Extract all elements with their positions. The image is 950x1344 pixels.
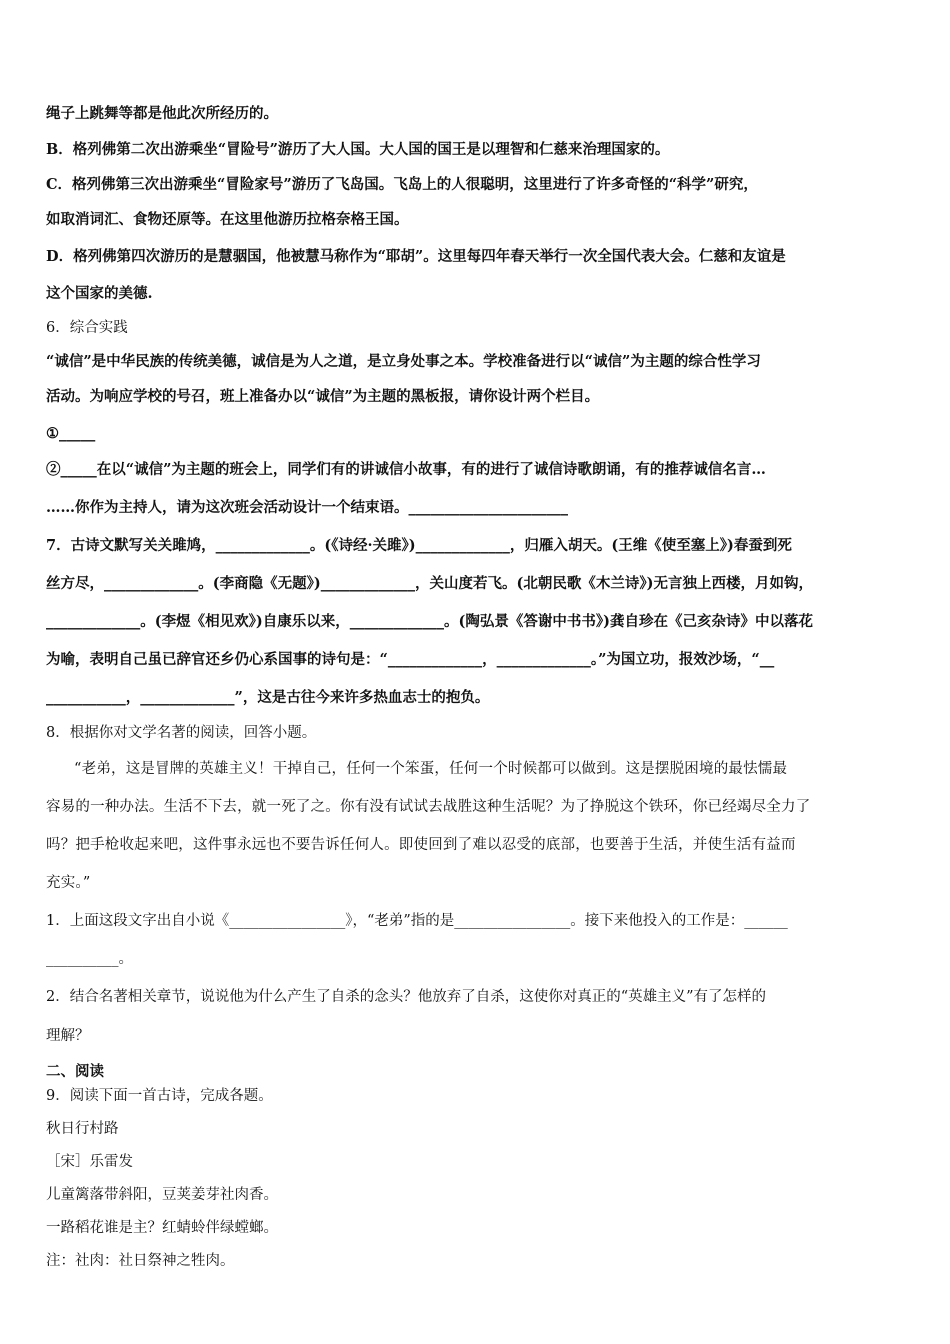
q8-title: 8．根据你对文学名著的阅读，回答小题。 xyxy=(46,725,317,741)
q5-option-b: B．格列佛第二次出游乘坐“冒险号”游历了大人国。大人国的国王是以理智和仁慈来治理国家的。 xyxy=(46,141,670,158)
poem-line2: 一路稻花谁是主？红蜻蛉伴绿螳螂。 xyxy=(46,1220,278,1236)
q8-quote-line4: 充实。” xyxy=(46,875,91,891)
q8-sub1-line2: __________。 xyxy=(46,951,133,967)
q7-line4: 为喻，表明自己虽已辞官还乡仍心系国事的诗句是：“_____________，_____________。”为国立功，报效沙场，“__ xyxy=(46,651,775,668)
q8-sub2-line2: 理解？ xyxy=(46,1028,90,1044)
q8-sub2-line1: 2．结合名著相关章节，说说他为什么产生了自杀的念头？他放弃了自杀，这使你对真正的“英雄主义”有了怎样的 xyxy=(46,989,767,1005)
q6-item-2-line2: ……你作为主持人，请为这次班会活动设计一个结束语。______________________ xyxy=(46,499,568,516)
q8-sub1-line1: 1．上面这段文字出自小说《________________》，“老弟”指的是________________。接下来他投入的工作是：______ xyxy=(46,913,788,929)
poem-line1: 儿童篱落带斜阳，豆荚姜芽社肉香。 xyxy=(46,1187,278,1203)
poem-note: 注：社肉：社日祭神之牲肉。 xyxy=(46,1253,235,1269)
q5-option-c-line1: C．格列佛第三次出游乘坐“冒险家号”游历了飞岛国。飞岛上的人很聪明，这里进行了许多奇怪的“科学”研究， xyxy=(46,176,758,193)
q5-continuation: 绳子上跳舞等都是他此次所经历的。 xyxy=(46,105,278,122)
q7-line5: ___________，_____________”，这是古往今来许多热血志士的抱负。 xyxy=(46,689,490,706)
poem-author: ［宋］乐雷发 xyxy=(46,1154,133,1170)
q6-item-2-line1: ②_____在以“诚信”为主题的班会上，同学们有的讲诚信小故事，有的进行了诚信诗歌朗诵，有的推荐诚信名言… xyxy=(46,461,766,478)
q6-title: 6．综合实践 xyxy=(46,320,128,336)
q5-option-c-line2: 如取消词汇、食物还原等。在这里他游历拉格奈格王国。 xyxy=(46,211,409,228)
section-heading-reading: 二、阅读 xyxy=(46,1063,104,1080)
q5-option-d-line2: 这个国家的美德. xyxy=(46,285,153,302)
q6-paragraph-line2: 活动。为响应学校的号召，班上准备办以“诚信”为主题的黑板报，请你设计两个栏目。 xyxy=(46,388,600,405)
q5-option-d-line1: D．格列佛第四次游历的是慧骃国，他被慧马称作为“耶胡”。这里每四年春天举行一次全国代表大会。仁慈和友谊是 xyxy=(46,248,786,265)
q7-line1: 7．古诗文默写关关雎鸠，_____________。(《诗经·关雎》)_____________，归雁入胡天。(王维《使至塞上》)春蚕到死 xyxy=(46,537,792,554)
q9-title: 9．阅读下面一首古诗，完成各题。 xyxy=(46,1088,273,1104)
q8-quote-line2: 容易的一种办法。生活不下去，就一死了之。你有没有试试去战胜这种生活呢？为了挣脱这个铁环，你已经竭尽全力了 xyxy=(46,799,811,815)
q6-paragraph-line1: “诚信”是中华民族的传统美德，诚信是为人之道，是立身处事之本。学校准备进行以“诚信”为主题的综合性学习 xyxy=(46,353,761,370)
poem-title: 秋日行村路 xyxy=(46,1121,119,1137)
q6-item-1: ①_____ xyxy=(46,425,96,442)
q8-quote-line3: 吗？把手枪收起来吧，这件事永远也不要告诉任何人。即使回到了难以忍受的底部，也要善于生活，并使生活有益而 xyxy=(46,837,796,853)
document-page xyxy=(46,96,908,1278)
q7-line3: _____________。(李煜《相见欢》)自康乐以来，_____________。(陶弘景《答谢中书书》)龚自珍在《己亥杂诗》中以落花 xyxy=(46,613,813,630)
q7-line2: 丝方尽，_____________。(李商隐《无题》)_____________，关山度若飞。(北朝民歌《木兰诗》)无言独上西楼，月如钩， xyxy=(46,575,813,592)
q8-quote-line1: “老弟，这是冒牌的英雄主义！干掉自己，任何一个笨蛋，任何一个时候都可以做到。这是摆脱困境的最怯懦最 xyxy=(74,761,788,777)
